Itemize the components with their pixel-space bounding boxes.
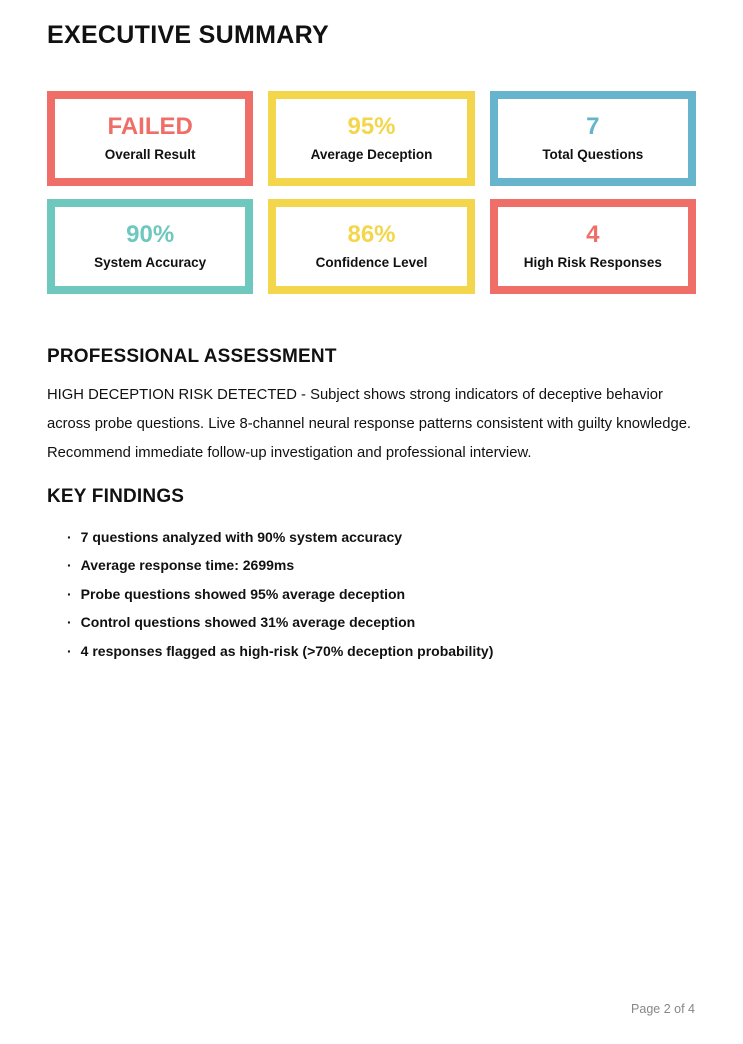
finding-text: Average response time: 2699ms xyxy=(80,557,295,574)
stat-card-high-risk-responses xyxy=(490,199,696,294)
bullet-dot: · xyxy=(67,585,72,602)
stat-label: Total Questions xyxy=(542,147,644,162)
finding-item xyxy=(67,523,696,552)
stat-card-system-accuracy xyxy=(47,199,253,294)
stat-value: 7 xyxy=(586,113,600,140)
stat-label: Average Deception xyxy=(310,147,433,162)
stat-value: FAILED xyxy=(107,113,193,140)
stat-label: Overall Result xyxy=(104,147,196,162)
assessment-body: HIGH DECEPTION RISK DETECTED - Subject shows strong indicators of deceptive behavior across probe questions. Live 8-channel neural response patterns consistent with guilty knowledge. Recommend immediate follow-up investigation and professional interview. xyxy=(47,386,692,461)
stat-value: 4 xyxy=(586,221,600,248)
finding-item xyxy=(67,551,696,580)
stat-card-confidence-level xyxy=(268,199,474,294)
bullet-dot: · xyxy=(67,614,72,631)
stat-value: 86% xyxy=(347,221,396,248)
findings-heading: KEY FINDINGS xyxy=(47,485,185,507)
stat-label: Confidence Level xyxy=(315,255,428,270)
finding-item xyxy=(67,637,696,666)
stat-label: System Accuracy xyxy=(94,255,207,270)
summary-stat-grid xyxy=(47,91,696,294)
finding-text: Control questions showed 31% average deception xyxy=(80,614,416,631)
page-number: Page 2 of 4 xyxy=(631,1002,695,1016)
bullet-dot: · xyxy=(67,528,72,545)
stat-label: High Risk Responses xyxy=(523,255,662,270)
bullet-dot: · xyxy=(67,557,72,574)
stat-card-overall-result xyxy=(47,91,253,186)
page-title: EXECUTIVE SUMMARY xyxy=(47,21,329,49)
stat-card-average-deception xyxy=(268,91,474,186)
finding-text: Probe questions showed 95% average deception xyxy=(80,585,406,602)
finding-text: 4 responses flagged as high-risk (>70% deception probability) xyxy=(80,642,494,659)
stat-value: 90% xyxy=(126,221,175,248)
finding-item xyxy=(67,608,696,637)
stat-value: 95% xyxy=(347,113,396,140)
findings-list xyxy=(47,523,696,666)
assessment-heading: PROFESSIONAL ASSESSMENT xyxy=(47,345,337,367)
stat-card-total-questions xyxy=(490,91,696,186)
finding-text: 7 questions analyzed with 90% system accuracy xyxy=(80,528,403,545)
bullet-dot: · xyxy=(67,642,72,659)
finding-item xyxy=(67,580,696,609)
